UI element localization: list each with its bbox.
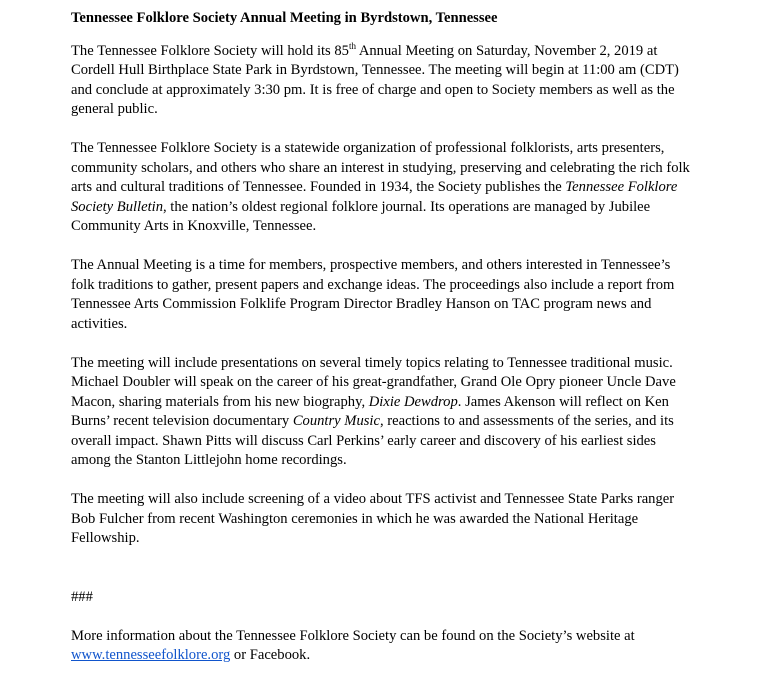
p2-text-a: The Tennessee Folklore Society is a statewide organization of professional folklorists, arts presenters, community scholars, and others who share an interest in studying, preserving and celebrating the rich folk arts and cultural traditions of Tennessee. Founded in 1934, the Society publishes the	[71, 140, 690, 195]
biography-title: Dixie Dewdrop	[368, 393, 458, 410]
document-page	[71, 9, 691, 666]
p6-text-b: or Facebook.	[230, 647, 311, 663]
document-title: Tennessee Folklore Society Annual Meeting in Byrdstown, Tennessee	[71, 10, 498, 26]
p6-text-a: More information about the Tennessee Folklore Society can be found on the Society’s website at	[71, 627, 635, 644]
documentary-title: Country Music	[292, 413, 380, 429]
blank-line	[71, 568, 691, 588]
website-link[interactable]: www.tennesseefolklore.org	[71, 647, 231, 663]
ordinal-suffix: th	[348, 40, 356, 51]
p1-text-a: The Tennessee Folklore Society will hold its 85	[71, 42, 349, 59]
paragraph-meeting-details	[71, 42, 691, 120]
end-mark: ###	[71, 588, 93, 605]
p4-text-c: , reactions to and assessments of the series, and its overall impact. Shawn Pitts will discuss Carl Perkins’ early career and discovery of his earliest sides among the Stanton Littlejohn home recordings.	[71, 413, 674, 468]
paragraph-screening: The meeting will also include screening of a video about TFS activist and Tennessee State Parks ranger Bob Fulcher from recent Washington ceremonies in which he was awarded the National Heritage Fellowship.	[71, 491, 675, 546]
p4-text-b: . James Akenson will reflect on Ken Burns’ recent television documentary	[71, 393, 669, 429]
paragraph-more-info	[71, 627, 691, 666]
p1-text-b: Annual Meeting on Saturday, November 2, 2019 at Cordell Hull Birthplace State Park in Byrdstown, Tennessee. The meeting will begin at 11:00 am (CDT) and conclude at approximately 3:30 pm. It is free of charge and open to Society members as well as the general public.	[71, 42, 679, 117]
paragraph-presentations	[71, 354, 691, 471]
paragraph-annual-meeting: The Annual Meeting is a time for members, prospective members, and others interested in Tennessee’s folk traditions to gather, present papers and exchange ideas. The proceedings also include a report from Tennessee Arts Commission Folklife Program Director Bradley Hanson on TAC program news and activities.	[71, 257, 675, 332]
p4-text-a: The meeting will include presentations on several timely topics relating to Tennessee traditional music. Michael Doubler will speak on the career of his great-grandfather, Grand Ole Opry pioneer Uncle Dave Macon, sharing materials from his new biography,	[71, 354, 676, 410]
paragraph-society-description	[71, 139, 691, 237]
bulletin-title: Tennessee Folklore Society Bulletin	[71, 179, 678, 215]
p2-text-b: , the nation’s oldest regional folklore journal. Its operations are managed by Jubilee Community Arts in Knoxville, Tennessee.	[71, 198, 651, 234]
